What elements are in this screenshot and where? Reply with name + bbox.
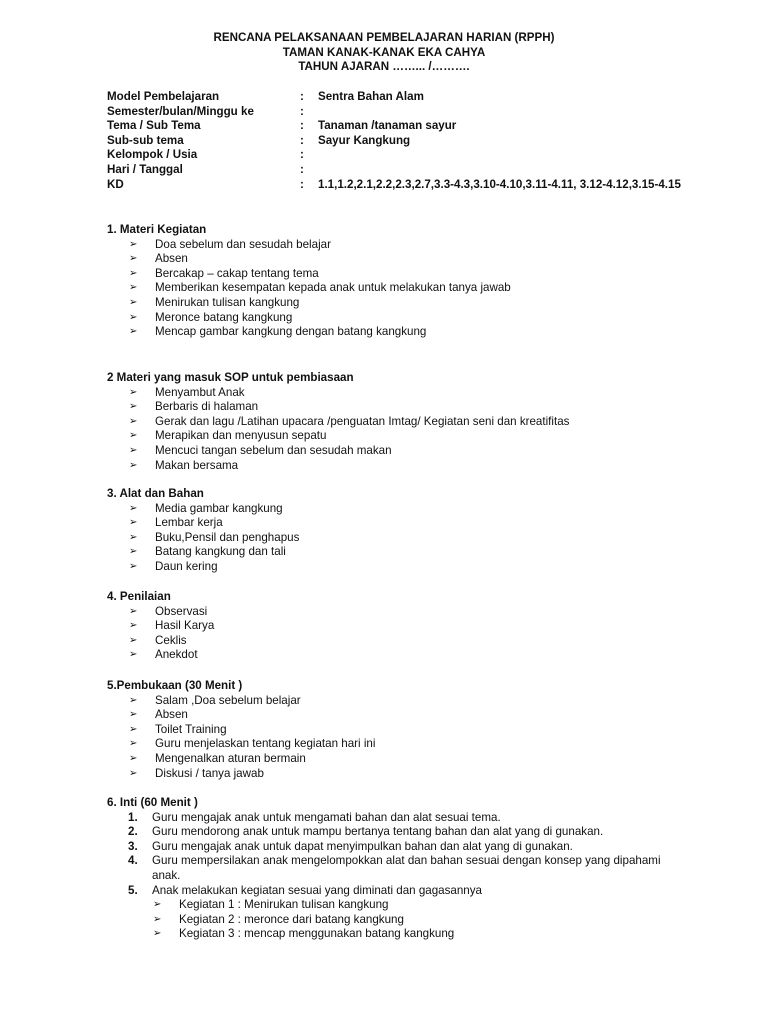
list-item: [107, 238, 727, 253]
section-title: 4. Penilaian: [107, 590, 171, 603]
meta-row-hari: [107, 163, 727, 178]
section-title: 2 Materi yang masuk SOP untuk pembiasaan: [107, 371, 354, 384]
list-item: [107, 708, 727, 723]
sub-list-item: [153, 898, 727, 913]
list-item-text: Makan bersama: [155, 458, 239, 472]
list-item-text: Berbaris di halaman: [155, 400, 259, 414]
item-number: 5.: [128, 883, 138, 897]
list-item-text: Salam ,Doa sebelum belajar: [155, 693, 301, 707]
arrow-bullet-icon: ➢: [129, 694, 138, 706]
meta-row-tema: [107, 119, 727, 134]
list-item: [107, 545, 727, 560]
arrow-bullet-icon: ➢: [153, 928, 162, 940]
meta-label: Sub-sub tema: [107, 133, 184, 147]
item-number: 4.: [128, 854, 138, 868]
numbered-item: [107, 854, 727, 883]
list-item: [107, 516, 727, 531]
meta-label: KD: [107, 177, 124, 191]
numbered-item-text: Guru mendorong anak untuk mampu bertanya tentang bahan dan alat yang di gunakan.: [152, 825, 604, 839]
arrow-bullet-icon: ➢: [129, 531, 138, 543]
meta-label: Semester/bulan/Minggu ke: [107, 104, 254, 118]
meta-colon: :: [300, 119, 304, 133]
sub-list-item-text: Kegiatan 1 : Menirukan tulisan kangkung: [179, 898, 389, 912]
arrow-bullet-icon: ➢: [129, 620, 138, 632]
arrow-bullet-icon: ➢: [129, 401, 138, 413]
meta-colon: :: [300, 104, 304, 118]
list-item: [107, 634, 727, 649]
meta-value: Sentra Bahan Alam: [318, 90, 424, 103]
numbered-item-text: Anak melakukan kegiatan sesuai yang diminati dan gagasannya: [152, 883, 482, 897]
arrow-bullet-icon: ➢: [129, 546, 138, 558]
meta-value: 1.1,1.2,2.1,2.2,2.3,2.7,3.3-4.3,3.10-4.10,3.11-4.11, 3.12-4.12,3.15-4.15: [318, 177, 681, 191]
arrow-bullet-icon: ➢: [129, 238, 138, 250]
list-item-text: Daun kering: [155, 559, 218, 573]
meta-label: Model Pembelajaran: [107, 90, 220, 103]
meta-label: Kelompok / Usia: [107, 148, 198, 162]
meta-value: Sayur Kangkung: [318, 133, 411, 147]
section-materi: [107, 223, 727, 340]
meta-colon: :: [300, 162, 304, 176]
list-item: [107, 619, 727, 634]
sub-list-item: [153, 913, 727, 928]
list-item: [107, 325, 727, 340]
numbered-item: [107, 840, 727, 855]
list-item-text: Merapikan dan menyusun sepatu: [155, 429, 327, 443]
section-title: 5.Pembukaan (30 Menit ): [107, 679, 243, 692]
list-item: [107, 752, 727, 767]
meta-row-kelompok: [107, 148, 727, 163]
arrow-bullet-icon: ➢: [129, 634, 138, 646]
list-item-text: Lembar kerja: [155, 516, 223, 530]
list-item-text: Mengenalkan aturan bermain: [155, 751, 306, 765]
numbered-item: [107, 811, 727, 826]
list-item: [107, 444, 727, 459]
arrow-bullet-icon: ➢: [129, 282, 138, 294]
meta-colon: :: [300, 148, 304, 162]
list-item: [107, 415, 727, 430]
meta-row-model: [107, 90, 727, 105]
list-item-text: Gerak dan lagu /Latihan upacara /penguatan Imtag/ Kegiatan seni dan kreatifitas: [155, 414, 570, 428]
arrow-bullet-icon: ➢: [129, 502, 138, 514]
arrow-bullet-icon: ➢: [129, 767, 138, 779]
numbered-item-text: Guru mempersilakan anak mengelompokkan alat dan bahan sesuai dengan konsep yang dipahami anak.: [152, 854, 661, 882]
list-item-text: Ceklis: [155, 633, 187, 647]
numbered-item: [107, 884, 727, 899]
list-item-text: Diskusi / tanya jawab: [155, 766, 264, 780]
list-item: [107, 737, 727, 752]
item-number: 3.: [128, 839, 138, 853]
list-item-text: Guru menjelaskan tentang kegiatan hari ini: [155, 737, 376, 751]
list-item: [107, 648, 727, 663]
meta-label: Tema / Sub Tema: [107, 119, 201, 133]
meta-row-kd: [107, 178, 727, 193]
section-title: 6. Inti (60 Menit ): [107, 796, 198, 809]
meta-colon: :: [300, 90, 304, 103]
arrow-bullet-icon: ➢: [129, 444, 138, 456]
arrow-bullet-icon: ➢: [129, 267, 138, 279]
list-item: [107, 531, 727, 546]
numbered-item-text: Guru mengajak anak untuk dapat menyimpulkan bahan dan alat yang di gunakan.: [152, 839, 573, 853]
arrow-bullet-icon: ➢: [129, 415, 138, 427]
arrow-bullet-icon: ➢: [129, 430, 138, 442]
list-item: [107, 252, 727, 267]
arrow-bullet-icon: ➢: [129, 560, 138, 572]
section-alat: [107, 487, 727, 575]
list-item: [107, 502, 727, 517]
document-header: [0, 31, 768, 75]
arrow-bullet-icon: ➢: [129, 517, 138, 529]
section-title: 1. Materi Kegiatan: [107, 223, 207, 236]
sub-list-item-text: Kegiatan 2 : meronce dari batang kangkung: [179, 912, 404, 926]
arrow-bullet-icon: ➢: [129, 253, 138, 265]
list-item: [107, 386, 727, 401]
arrow-bullet-icon: ➢: [129, 605, 138, 617]
list-item-text: Absen: [155, 708, 188, 722]
list-item: [107, 281, 727, 296]
meta-value: Tanaman /tanaman sayur: [318, 119, 457, 133]
meta-value: [318, 163, 727, 178]
section-penilaian: [107, 590, 727, 663]
list-item-text: Mencap gambar kangkung dengan batang kangkung: [155, 325, 427, 339]
list-item-text: Menirukan tulisan kangkung: [155, 295, 300, 309]
list-item-text: Absen: [155, 252, 188, 266]
section-sop: [107, 371, 727, 473]
arrow-bullet-icon: ➢: [129, 311, 138, 323]
list-item-text: Meronce batang kangkung: [155, 310, 293, 324]
list-item-text: Menyambut Anak: [155, 385, 245, 399]
list-item: [107, 400, 727, 415]
sub-list-item: [153, 927, 727, 942]
arrow-bullet-icon: ➢: [153, 899, 162, 911]
meta-value: [318, 105, 727, 120]
header-year: TAHUN AJARAN ……... /……….: [298, 60, 470, 74]
meta-table: [107, 90, 727, 192]
arrow-bullet-icon: ➢: [129, 649, 138, 661]
arrow-bullet-icon: ➢: [129, 459, 138, 471]
list-item-text: Buku,Pensil dan penghapus: [155, 530, 300, 544]
meta-colon: :: [300, 177, 304, 191]
list-item: [107, 767, 727, 782]
list-item-text: Mencuci tangan sebelum dan sesudah makan: [155, 443, 392, 457]
list-item: [107, 311, 727, 326]
arrow-bullet-icon: ➢: [129, 709, 138, 721]
list-item-text: Media gambar kangkung: [155, 501, 283, 515]
list-item: [107, 459, 727, 474]
list-item-text: Observasi: [155, 604, 208, 618]
meta-value: [318, 148, 727, 163]
meta-label: Hari / Tanggal: [107, 162, 183, 176]
list-item: [107, 267, 727, 282]
sub-list-item-text: Kegiatan 3 : mencap menggunakan batang kangkung: [179, 927, 455, 941]
section-pembukaan: [107, 679, 727, 781]
list-item: [107, 605, 727, 620]
item-number: 1.: [128, 810, 138, 824]
arrow-bullet-icon: ➢: [129, 326, 138, 338]
list-item: [107, 694, 727, 709]
arrow-bullet-icon: ➢: [129, 723, 138, 735]
list-item: [107, 296, 727, 311]
item-number: 2.: [128, 825, 138, 839]
meta-row-subtema: [107, 134, 727, 149]
list-item: [107, 560, 727, 575]
list-item-text: Toilet Training: [155, 722, 227, 736]
meta-row-semester: [107, 105, 727, 120]
list-item-text: Hasil Karya: [155, 619, 215, 633]
list-item-text: Bercakap – cakap tentang tema: [155, 266, 319, 280]
arrow-bullet-icon: ➢: [129, 386, 138, 398]
list-item: [107, 723, 727, 738]
arrow-bullet-icon: ➢: [129, 296, 138, 308]
numbered-item: [107, 825, 727, 840]
list-item-text: Doa sebelum dan sesudah belajar: [155, 237, 331, 251]
numbered-item-text: Guru mengajak anak untuk mengamati bahan dan alat sesuai tema.: [152, 810, 501, 824]
arrow-bullet-icon: ➢: [129, 752, 138, 764]
list-item: [107, 429, 727, 444]
arrow-bullet-icon: ➢: [153, 913, 162, 925]
section-inti: [107, 796, 727, 942]
list-item-text: Memberikan kesempatan kepada anak untuk melakukan tanya jawab: [155, 281, 511, 295]
header-school: TAMAN KANAK-KANAK EKA CAHYA: [282, 45, 486, 59]
section-title: 3. Alat dan Bahan: [107, 487, 204, 500]
meta-colon: :: [300, 133, 304, 147]
list-item-text: Anekdot: [155, 648, 198, 662]
arrow-bullet-icon: ➢: [129, 738, 138, 750]
list-item-text: Batang kangkung dan tali: [155, 545, 286, 559]
header-title: RENCANA PELAKSANAAN PEMBELAJARAN HARIAN (RPPH): [213, 31, 555, 44]
